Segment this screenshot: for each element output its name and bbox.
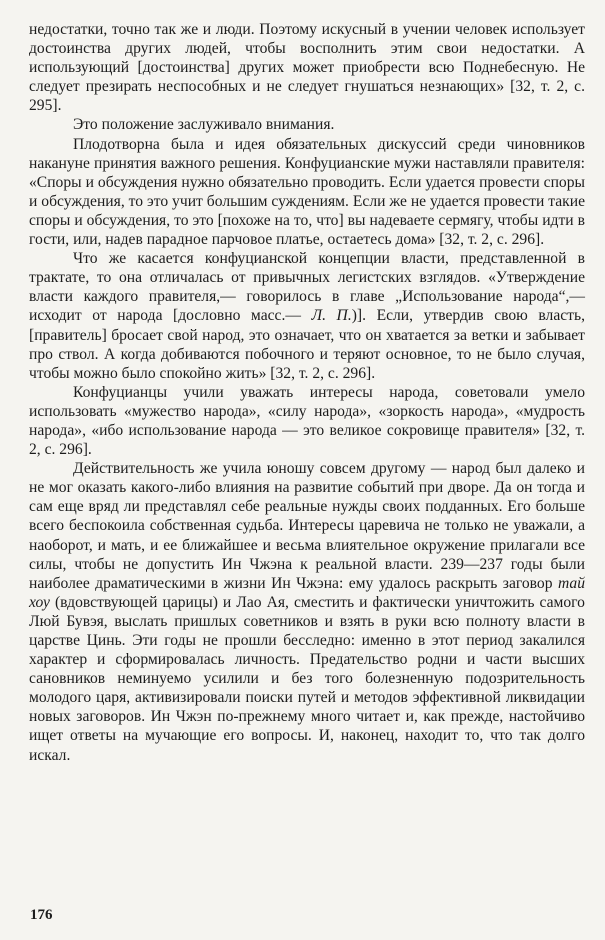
paragraph-text: Действительность же учила юношу совсем другому — народ был далеко и не мог оказать какого-либо влияния на развитие событий при дворе. Да он тогда и сам еще вряд ли представлял себе реальные нужды своих подданных. Его больше всего беспокоила собственная судьба. Интересы царевича не только не уважали, а наоборот, и мать, и ее ближайшее и весьма влиятельное окружение прилагали все силы, чтобы не допустить Ин Чжэна к реальной власти. 239—237 годы были наиболее драматическими в жизни Ин Чжэна: ему удалось раскрыть заговор xyxy=(29,460,585,592)
paragraph-continuation: недостатки, точно так же и люди. Поэтому искусный в учении человек использует достоинства других людей, чтобы восполнить этим свои недостатки. А использующий [достоинства] других может приобрести всю Поднебесную. Не следует презирать неспособных и не следует гнушаться незнающих» [32, т. 2, с. 295]. xyxy=(29,21,585,115)
paragraph-text: )]. Если, утвердив свою власть, [правитель] бросает свой народ, это означает, что он хватается за ветки и забывает про ствол. А когда добиваются побочного и теряют основное, то не было случая, чтобы можно было спокойно жить» [32, т. 2, с. 296]. xyxy=(29,307,585,382)
page-number: 176 xyxy=(30,907,53,923)
paragraph: Плодотворна была и идея обязательных дискуссий среди чиновников накануне принятия важного решения. Конфуцианские мужи наставляли правителя: «Споры и обсуждения нужно обязательно проводить. Если удается провести споры и обсуждения, то это учит большим суждениям. Если же не удается провести такие споры и обсуждения, то это [похоже на то, что] вы надеваете сермягу, чтобы идти в гости, или, надев парадное парчовое платье, остаетесь дома» [32, т. 2, с. 296]. xyxy=(29,135,585,249)
paragraph: Конфуцианцы учили уважать интересы народа, советовали умело использовать «мужество народа», «силу народа», «зоркость народа», «мудрость народа», «ибо использование народа — это великое сокровище правителя» [32, т. 2, с. 296]. xyxy=(29,383,585,459)
term-italic: тай хоу xyxy=(29,574,585,611)
paragraph-text: Что же касается конфуцианской концепции власти, представленной в трактате, то она отличалась от привычных легистских взглядов. «Утверждение власти каждого правителя,— говорилось в главе „Использование народа“,— исходит от народа [дословно масс.— xyxy=(29,250,585,325)
author-initials: Л. П. xyxy=(311,307,352,325)
paragraph xyxy=(29,459,585,765)
paragraph xyxy=(29,249,585,383)
paragraph-text: (вдовствующей царицы) и Лао Ая, сместить и фактически уничтожить самого Люй Бувэя, выслать пришлых советников и взять в руки всю полноту власти в царстве Цинь. Эти годы не прошли бесследно: именно в этот период закалился характер и сформировалась личность. Предательство родни и части высших сановников неминуемо усилили и без того болезненную подозрительность молодого царя, активизировали поиски путей и методов эффективной ликвидации новых заговоров. Ин Чжэн по-прежнему много читает и, как прежде, настойчиво ищет ответы на мучающие его вопросы. И, наконец, находит то, что так долго искал. xyxy=(29,593,585,764)
body-text xyxy=(29,20,585,765)
paragraph: Это положение заслуживало внимания. xyxy=(73,116,335,134)
